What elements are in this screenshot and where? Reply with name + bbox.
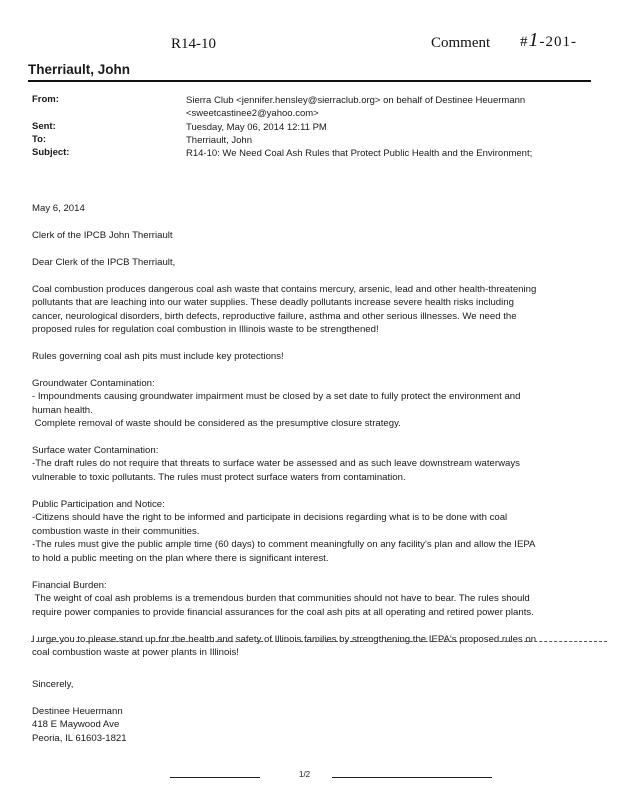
letter-date: May 6, 2014 (32, 203, 85, 214)
signoff: Sincerely, (32, 679, 74, 690)
letter-salutation: Dear Clerk of the IPCB Therriault, (32, 257, 176, 268)
sent-label: Sent: (32, 121, 56, 132)
mailbox-owner: Therriault, John (28, 62, 131, 77)
signer-city: Peoria, IL 61603-1821 (32, 732, 127, 744)
participation-section (32, 498, 584, 565)
rules-intro: Rules governing coal ash pits must include key protections! (32, 351, 284, 362)
paragraph-line: -The rules must give the public ample time (60 days) to comment meaningfully on any facility's plan and allow the IEPA (32, 539, 536, 551)
paragraph-line: to hold a public meeting on the plan where there is significant interest. (32, 552, 329, 564)
paragraph-line: combustion waste in their communities. (32, 525, 200, 537)
from-label: From: (32, 94, 59, 105)
comment-suffix: -201- (539, 34, 577, 50)
paragraph-line: Coal combustion produces dangerous coal ash waste that contains mercury, arsenic, lead and other health-threatening (32, 284, 537, 295)
scan-strike-line (31, 641, 607, 642)
paragraph-line: -The draft rules do not require that threats to surface water be assessed and as such leave downstream waterways (32, 458, 520, 470)
closing-paragraph (32, 633, 584, 660)
to-value: Therriault, John (186, 135, 253, 146)
from-line: Sierra Club <jennifer.hensley@sierraclub.org> on behalf of Destinee Heuermann (186, 95, 526, 106)
paragraph-line: -Citizens should have the right to be informed and participate in decisions regarding what is to be done with coal (32, 512, 508, 524)
section-heading: Financial Burden: (32, 580, 107, 591)
signer-name: Destinee Heuermann (32, 706, 123, 717)
scan-mark (170, 777, 260, 778)
paragraph-line: proposed rules for regulation coal combustion in Illinois waste to be strengthened! (32, 324, 379, 336)
paragraph-line: cancer, neurological disorders, birth defects, reproductive failure, asthma and other serious illnesses. We need the (32, 310, 517, 322)
docket-number: R14-10 (171, 36, 216, 52)
comment-prefix: # (520, 34, 529, 50)
groundwater-section (32, 377, 584, 431)
subject-label: Subject: (32, 147, 70, 158)
subject-value: R14-10: We Need Coal Ash Rules that Protect Public Health and the Environment; (186, 148, 533, 159)
paragraph-line: The weight of coal ash problems is a tremendous burden that communities should not have to bear. The rules should (32, 593, 530, 605)
intro-paragraph (32, 283, 584, 337)
letter-addressee: Clerk of the IPCB John Therriault (32, 230, 173, 241)
comment-label: Comment (431, 35, 491, 51)
from-line: <sweetcastinee2@yahoo.com> (186, 108, 319, 119)
comment-number-handwritten: 1 (528, 29, 540, 51)
header-divider (28, 80, 591, 82)
page-number: 1/2 (299, 770, 311, 779)
from-value (186, 94, 586, 120)
paragraph-line: - Impoundments causing groundwater impairment must be closed by a set date to fully protect the environment and (32, 391, 521, 403)
surface-water-section (32, 444, 584, 484)
signer-street: 418 E Maywood Ave (32, 719, 120, 731)
section-heading: Groundwater Contamination: (32, 378, 155, 389)
paragraph-line: Complete removal of waste should be considered as the presumptive closure strategy. (32, 418, 401, 430)
sent-value: Tuesday, May 06, 2014 12:11 PM (186, 122, 327, 133)
paragraph-line: require power companies to provide financial assurances for the coal ash pits at all operating and retired power plants. (32, 606, 534, 618)
paragraph-line: human health. (32, 404, 93, 416)
scan-mark (332, 777, 492, 778)
comment-number (520, 29, 577, 52)
signature-block (32, 705, 584, 745)
paragraph-line: I urge you to please stand up for the health and safety of Illinois families by strengthening the IEPA's proposed rules on (32, 634, 537, 645)
financial-section (32, 579, 584, 619)
section-heading: Surface water Contamination: (32, 445, 159, 456)
to-label: To: (32, 134, 47, 145)
paragraph-line: pollutants that are leaching into our water supplies. These deadly pollutants increase severe health risks including (32, 297, 514, 309)
section-heading: Public Participation and Notice: (32, 499, 165, 510)
paragraph-line: coal combustion waste at power plants in Illinois! (32, 647, 239, 659)
paragraph-line: vulnerable to toxic pollutants. The rules must protect surface waters from contamination. (32, 471, 406, 483)
